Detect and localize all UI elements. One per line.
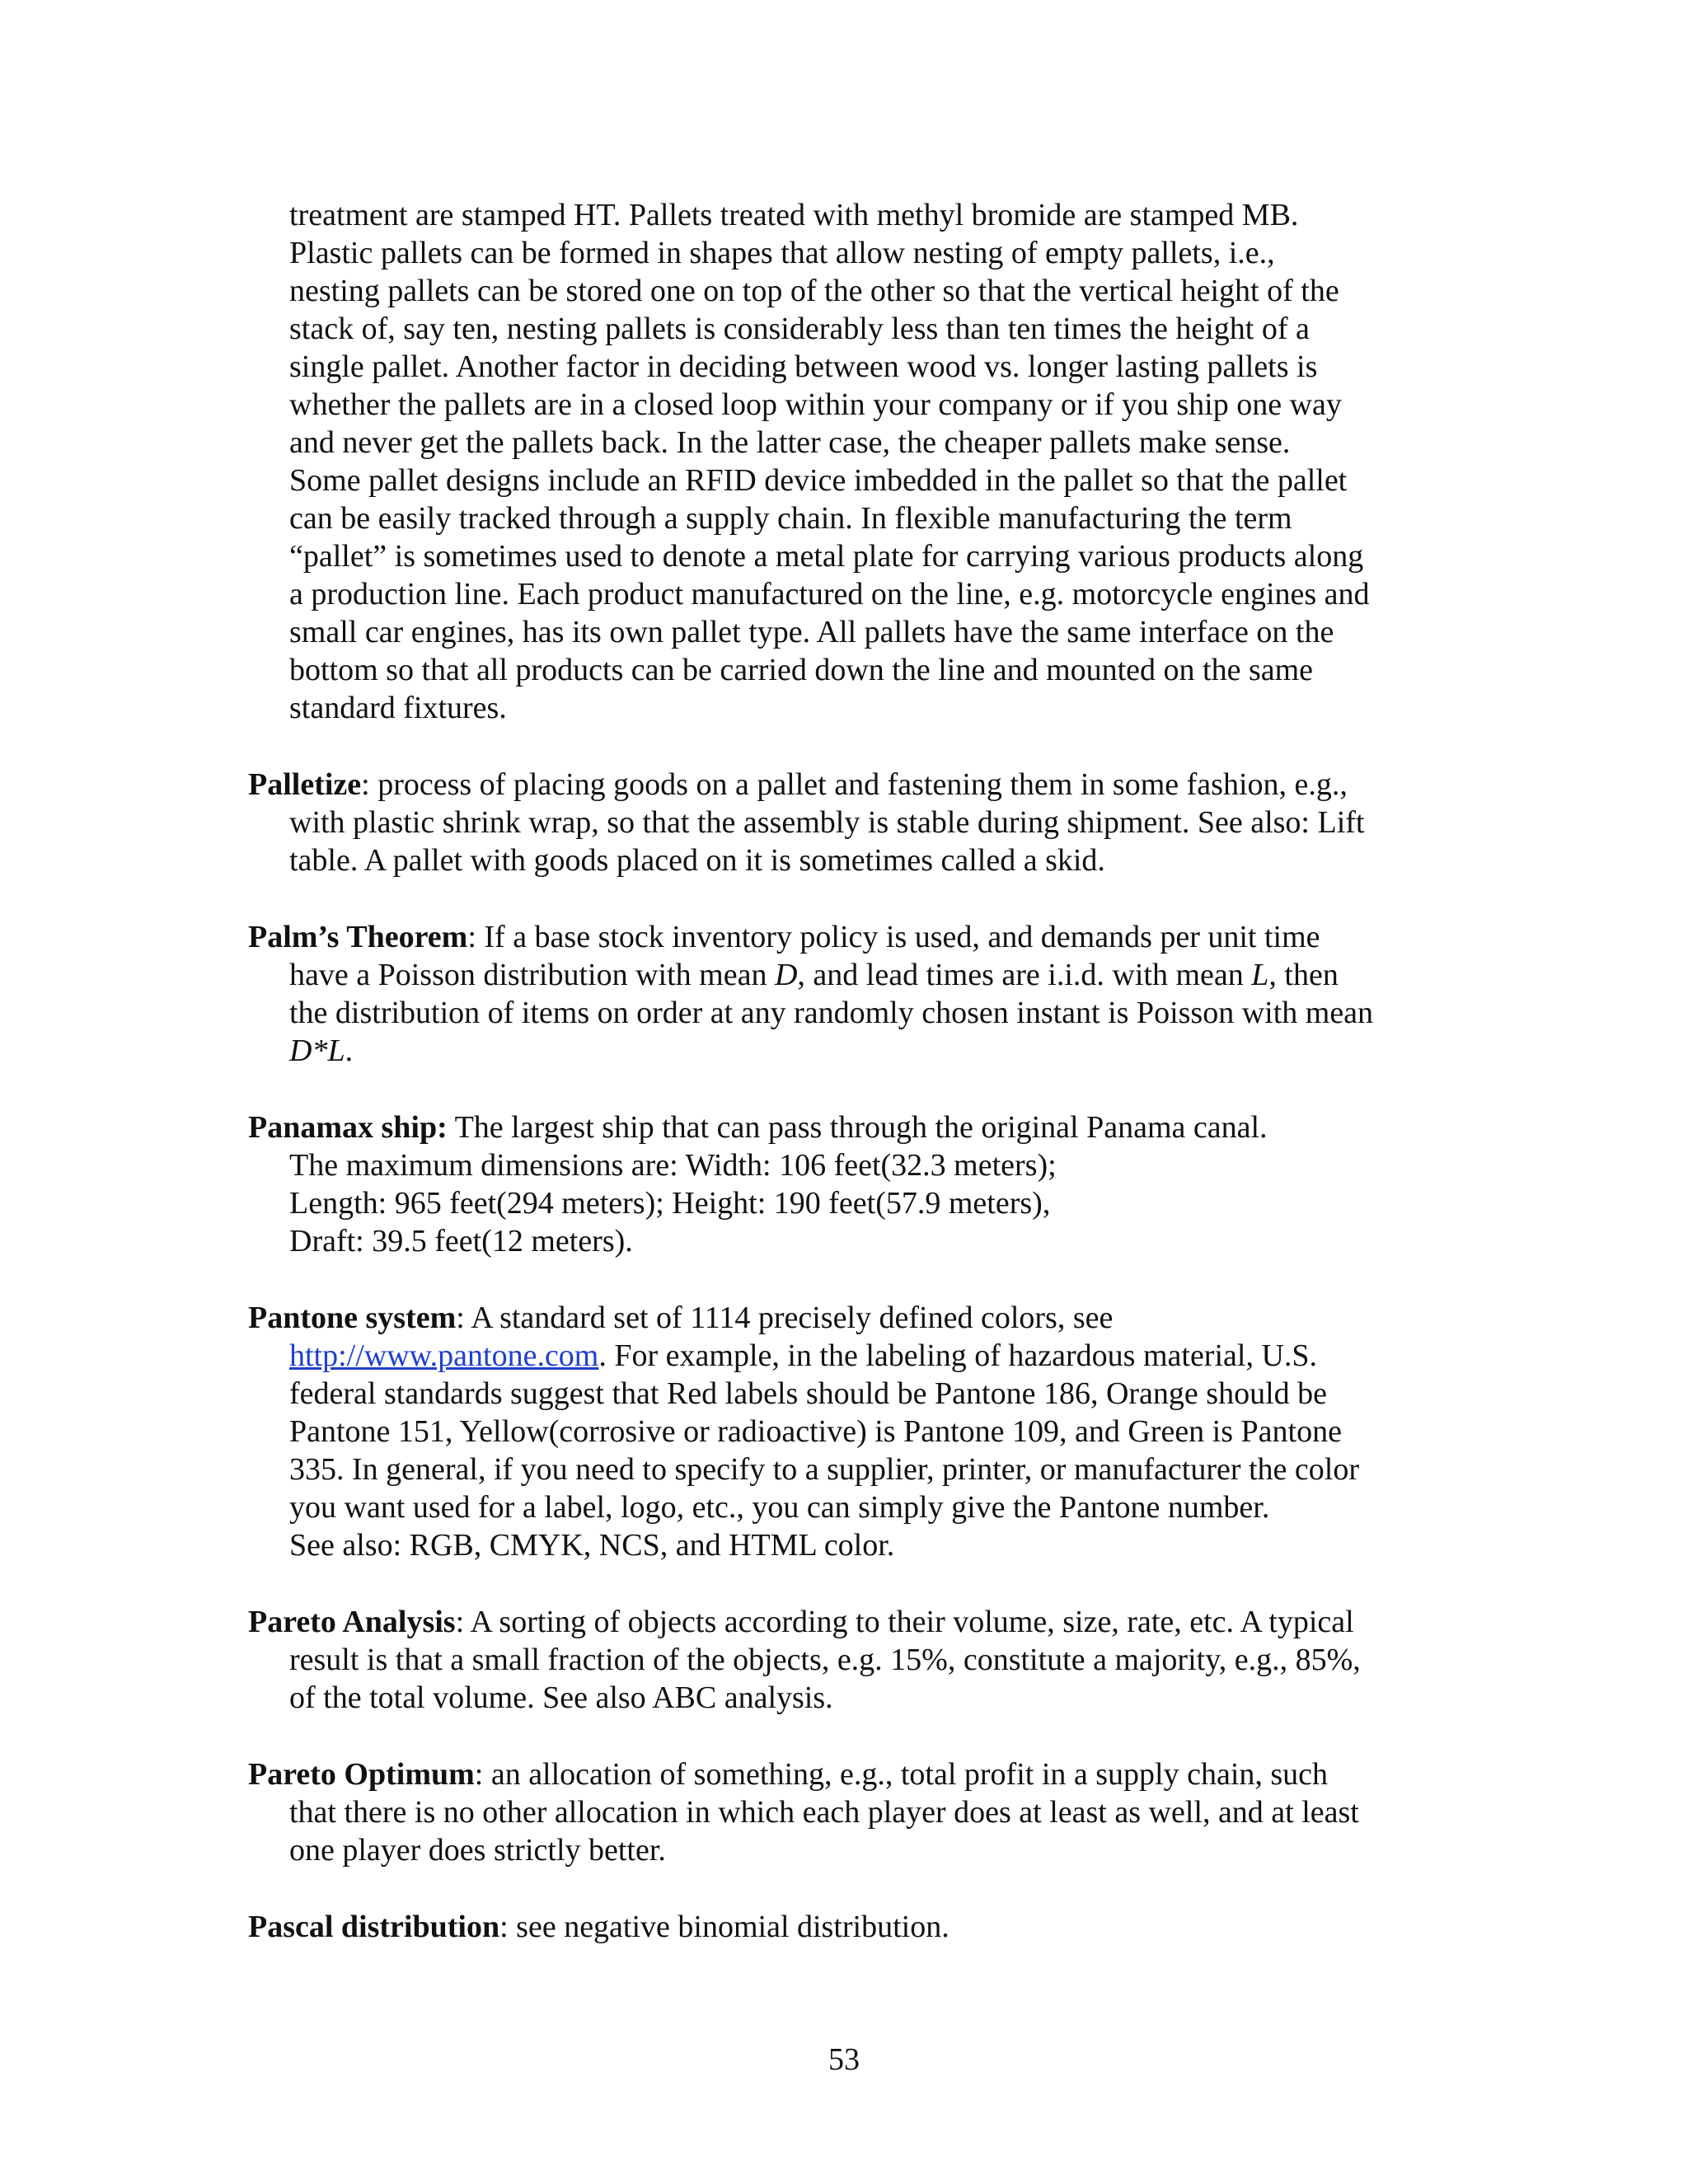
- text-line: federal standards suggest that Red labels should be Pantone 186, Orange should be: [289, 1376, 1327, 1411]
- text-line: Some pallet designs include an RFID device imbedded in the pallet so that the pallet: [289, 463, 1348, 498]
- text-line: Pantone 151, Yellow(corrosive or radioactive) is Pantone 109, and Green is Pantone: [289, 1414, 1342, 1449]
- glossary-entry-pareto-analysis: [248, 1603, 1451, 1717]
- entry-first-line: [248, 1755, 1451, 1793]
- text-line: one player does strictly better.: [289, 1833, 666, 1868]
- entry-definition: : A standard set of 1114 precisely defined colors, see: [456, 1301, 1114, 1335]
- page-number: 53: [828, 2042, 860, 2077]
- entry-term: Pareto Analysis: [248, 1605, 456, 1639]
- text-line: The maximum dimensions are: Width: 106 feet(32.3 meters);: [289, 1148, 1057, 1183]
- entry-term: Pascal distribution: [248, 1910, 500, 1944]
- text-line: result is that a small fraction of the objects, e.g. 15%, constitute a majority, e.g., 85%,: [289, 1643, 1361, 1677]
- text-line: [289, 956, 1451, 994]
- text-run: . For example, in the labeling of hazardous material, U.S.: [598, 1338, 1318, 1373]
- text-line: with plastic shrink wrap, so that the assembly is stable during shipment. See also: Lift: [289, 805, 1365, 840]
- page-content: [248, 196, 1451, 1985]
- variable-d: D: [774, 958, 798, 992]
- entry-term: Pareto Optimum: [248, 1757, 475, 1792]
- formula-d-times-l: D*L: [289, 1033, 345, 1068]
- text-line: single pallet. Another factor in deciding between wood vs. longer lasting pallets is: [289, 349, 1318, 384]
- entry-definition: : If a base stock inventory policy is used, and demands per unit time: [467, 920, 1320, 954]
- text-line: that there is no other allocation in which each player does at least as well, and at least: [289, 1795, 1359, 1830]
- entry-definition: : A sorting of objects according to their volume, size, rate, etc. A typical: [455, 1605, 1354, 1639]
- text-line: you want used for a label, logo, etc., you can simply give the Pantone number.: [289, 1490, 1270, 1525]
- text-line: Length: 965 feet(294 meters); Height: 190 feet(57.9 meters),: [289, 1186, 1051, 1221]
- text-line: small car engines, has its own pallet type. All pallets have the same interface on the: [289, 615, 1334, 649]
- text-line: [289, 1032, 1451, 1070]
- text-line: “pallet” is sometimes used to denote a metal plate for carrying various products along: [289, 539, 1364, 574]
- text-line: Draft: 39.5 feet(12 meters).: [289, 1224, 633, 1258]
- text-line: a production line. Each product manufactured on the line, e.g. motorcycle engines and: [289, 577, 1370, 612]
- entry-term: Palletize: [248, 767, 362, 802]
- glossary-entry-pareto-optimum: [248, 1755, 1451, 1869]
- entry-first-line: [248, 918, 1451, 956]
- entry-term: Panamax ship:: [248, 1110, 448, 1145]
- text-run: .: [345, 1033, 354, 1068]
- glossary-entry-palletize: [248, 766, 1451, 879]
- glossary-entry-palms-theorem: [248, 918, 1451, 1070]
- text-line: treatment are stamped HT. Pallets treated with methyl bromide are stamped MB.: [289, 198, 1299, 232]
- text-line: and never get the pallets back. In the latter case, the cheaper pallets make sense.: [289, 425, 1291, 460]
- text-run: have a Poisson distribution with mean: [289, 958, 775, 992]
- entry-definition: The largest ship that can pass through the original Panama canal.: [447, 1110, 1268, 1145]
- text-line: table. A pallet with goods placed on it is sometimes called a skid.: [289, 843, 1105, 878]
- text-line: 335. In general, if you need to specify to a supplier, printer, or manufacturer the color: [289, 1452, 1359, 1487]
- text-line: See also: RGB, CMYK, NCS, and HTML color.: [289, 1528, 895, 1563]
- text-run: , and lead times are i.i.d. with mean: [797, 958, 1252, 992]
- text-line: of the total volume. See also ABC analysis.: [289, 1680, 833, 1715]
- entry-first-line: [248, 1908, 1451, 1946]
- glossary-entry-pantone-system: [248, 1299, 1451, 1564]
- entry-first-line: [248, 1299, 1451, 1337]
- glossary-entry-pascal-distribution: [248, 1908, 1451, 1946]
- text-line: stack of, say ten, nesting pallets is considerably less than ten times the height of a: [289, 312, 1310, 346]
- variable-l: L: [1251, 958, 1269, 992]
- text-line: Plastic pallets can be formed in shapes that allow nesting of empty pallets, i.e.,: [289, 236, 1275, 270]
- entry-term: Pantone system: [248, 1301, 457, 1335]
- text-line: nesting pallets can be stored one on top of the other so that the vertical height of the: [289, 274, 1339, 308]
- text-line: can be easily tracked through a supply chain. In flexible manufacturing the term: [289, 501, 1292, 536]
- entry-definition: : see negative binomial distribution.: [499, 1910, 950, 1944]
- text-line: the distribution of items on order at any randomly chosen instant is Poisson with mean: [289, 996, 1374, 1030]
- entry-definition: : process of placing goods on a pallet and fastening them in some fashion, e.g.,: [361, 767, 1348, 802]
- text-line: whether the pallets are in a closed loop within your company or if you ship one way: [289, 387, 1342, 422]
- glossary-entry-panamax-ship: [248, 1108, 1451, 1260]
- text-run: , then: [1268, 958, 1339, 992]
- pallet-entry-continuation: [248, 196, 1451, 727]
- text-line: bottom so that all products can be carried down the line and mounted on the same: [289, 653, 1314, 687]
- text-line: standard fixtures.: [289, 691, 507, 725]
- entry-first-line: [248, 1108, 1451, 1146]
- entry-term: Palm’s Theorem: [248, 920, 468, 954]
- pantone-link[interactable]: http://www.pantone.com: [289, 1338, 599, 1373]
- entry-first-line: [248, 1603, 1451, 1641]
- entry-first-line: [248, 766, 1451, 804]
- entry-definition: : an allocation of something, e.g., total profit in a supply chain, such: [474, 1757, 1329, 1792]
- text-line: [289, 1337, 1451, 1375]
